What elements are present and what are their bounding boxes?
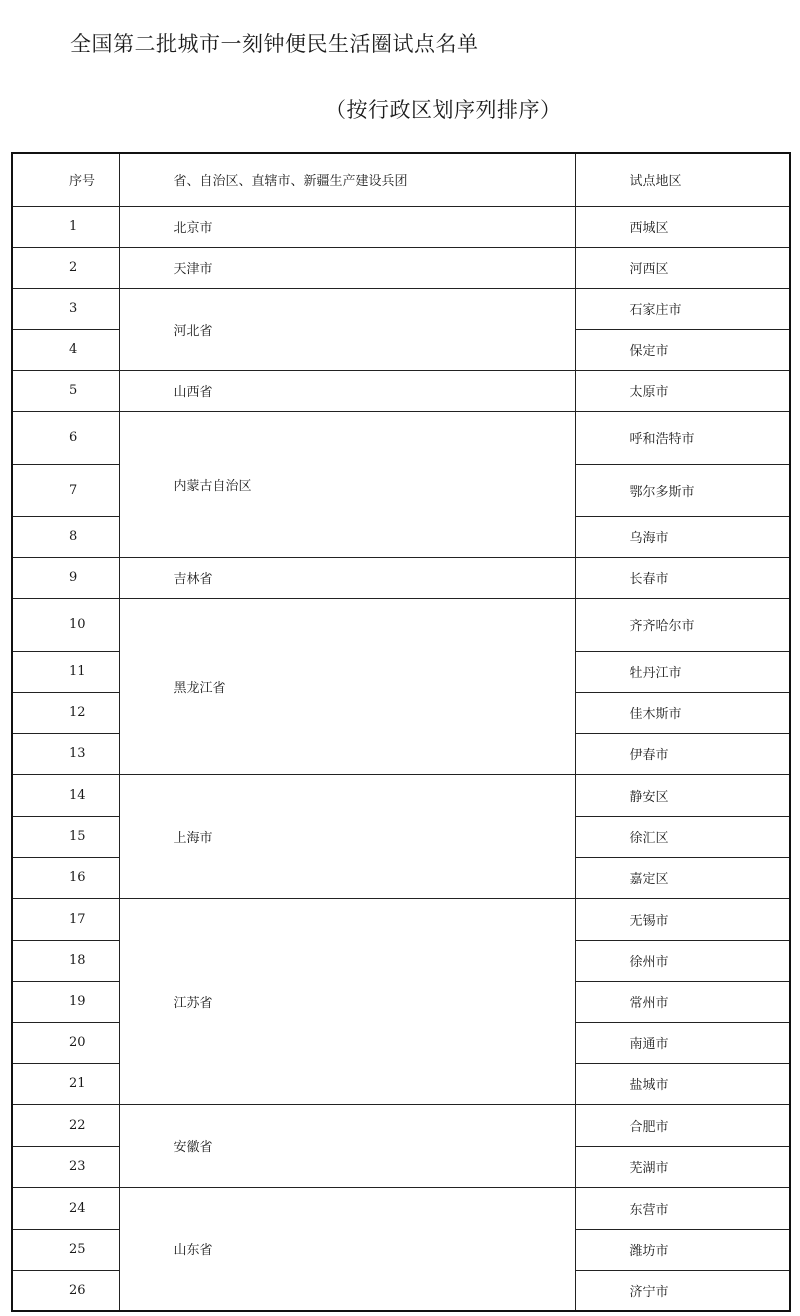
table-row [12, 1104, 790, 1146]
row-province: 河北省 [119, 288, 575, 370]
header-province: 省、自治区、直辖市、新疆生产建设兵团 [119, 153, 575, 206]
row-num: 11 [12, 651, 119, 692]
row-province: 吉林省 [119, 557, 575, 598]
row-area: 伊春市 [575, 733, 790, 774]
table-row [12, 206, 790, 247]
row-area: 石家庄市 [575, 288, 790, 329]
table-header-row [12, 153, 790, 206]
row-province: 黑龙江省 [119, 598, 575, 774]
header-area: 试点地区 [575, 153, 790, 206]
pilot-list-table [11, 152, 791, 1312]
row-num: 14 [12, 774, 119, 816]
row-province: 安徽省 [119, 1104, 575, 1187]
row-province: 山西省 [119, 370, 575, 411]
row-area: 鄂尔多斯市 [575, 464, 790, 516]
row-area: 徐汇区 [575, 816, 790, 857]
table-row [12, 898, 790, 940]
row-num: 21 [12, 1063, 119, 1104]
document-subtitle: （按行政区划序列排序） [325, 98, 562, 122]
row-num: 15 [12, 816, 119, 857]
row-area: 静安区 [575, 774, 790, 816]
row-area: 常州市 [575, 981, 790, 1022]
row-province: 天津市 [119, 247, 575, 288]
row-area: 齐齐哈尔市 [575, 598, 790, 651]
row-area: 长春市 [575, 557, 790, 598]
row-area: 盐城市 [575, 1063, 790, 1104]
row-area: 呼和浩特市 [575, 411, 790, 464]
row-num: 13 [12, 733, 119, 774]
row-area: 芜湖市 [575, 1146, 790, 1187]
row-num: 26 [12, 1270, 119, 1311]
row-num: 4 [12, 329, 119, 370]
row-area: 济宁市 [575, 1270, 790, 1311]
table-row [12, 774, 790, 816]
row-num: 9 [12, 557, 119, 598]
row-area: 牡丹江市 [575, 651, 790, 692]
header-num: 序号 [12, 153, 119, 206]
table-row [12, 557, 790, 598]
row-area: 嘉定区 [575, 857, 790, 898]
table-row [12, 411, 790, 464]
row-area: 潍坊市 [575, 1229, 790, 1270]
row-num: 17 [12, 898, 119, 940]
table-row [12, 370, 790, 411]
row-province: 上海市 [119, 774, 575, 898]
row-num: 22 [12, 1104, 119, 1146]
table-row [12, 1187, 790, 1229]
row-area: 佳木斯市 [575, 692, 790, 733]
row-area: 东营市 [575, 1187, 790, 1229]
row-num: 19 [12, 981, 119, 1022]
row-province: 江苏省 [119, 898, 575, 1104]
row-area: 保定市 [575, 329, 790, 370]
row-area: 南通市 [575, 1022, 790, 1063]
row-num: 8 [12, 516, 119, 557]
row-num: 5 [12, 370, 119, 411]
row-num: 12 [12, 692, 119, 733]
row-area: 徐州市 [575, 940, 790, 981]
row-num: 23 [12, 1146, 119, 1187]
row-area: 合肥市 [575, 1104, 790, 1146]
row-area: 无锡市 [575, 898, 790, 940]
row-area: 河西区 [575, 247, 790, 288]
row-num: 20 [12, 1022, 119, 1063]
row-num: 1 [12, 206, 119, 247]
row-num: 3 [12, 288, 119, 329]
row-num: 2 [12, 247, 119, 288]
row-province: 内蒙古自治区 [119, 411, 575, 557]
row-num: 6 [12, 411, 119, 464]
row-num: 18 [12, 940, 119, 981]
row-province: 北京市 [119, 206, 575, 247]
table-row [12, 598, 790, 651]
table-row [12, 247, 790, 288]
row-num: 7 [12, 464, 119, 516]
row-num: 25 [12, 1229, 119, 1270]
row-num: 10 [12, 598, 119, 651]
table-row [12, 288, 790, 329]
row-num: 16 [12, 857, 119, 898]
row-num: 24 [12, 1187, 119, 1229]
row-area: 西城区 [575, 206, 790, 247]
document-title: 全国第二批城市一刻钟便民生活圈试点名单 [70, 32, 479, 56]
row-area: 太原市 [575, 370, 790, 411]
row-area: 乌海市 [575, 516, 790, 557]
row-province: 山东省 [119, 1187, 575, 1311]
